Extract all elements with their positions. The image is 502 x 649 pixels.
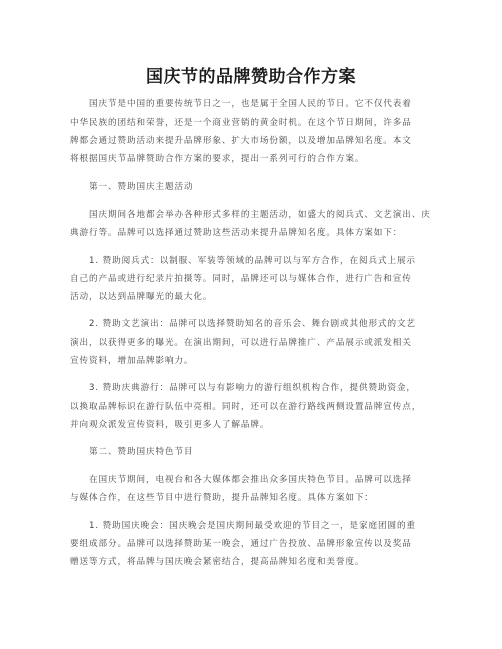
paragraph-line: 宣传资料，增加品牌影响力。 (70, 356, 194, 366)
paragraph-line: 2. 赞助文艺演出：品牌可以选择赞助知名的音乐会、舞台剧或其他形式的文艺 (89, 319, 416, 329)
paragraph-line: 典游行等。品牌可以选择通过赞助这些活动来提升品牌知名度。具体方案如下： (70, 228, 403, 238)
paragraph-line: 自己的产品或进行纪录片拍摄等。同时，品牌还可以与媒体合作，进行广告和宣传 (70, 274, 412, 284)
paragraph-line: 演出，以获得更多的曝光。在演出期间，可以进行品牌推广、产品展示或派发相关 (70, 338, 412, 348)
paragraph-line: 1. 赞助国庆晚会：国庆晚会是国庆期间最受欢迎的节目之一，是家庭团圆的重 (89, 521, 416, 531)
document-title: 国庆节的品牌赞助合作方案 (146, 67, 356, 87)
paragraph-line: 在国庆节期间，电视台和各大媒体都会推出众多国庆特色节目。品牌可以选择 (89, 475, 412, 485)
paragraph-line: 并向观众派发宣传资料，吸引更多人了解品牌。 (70, 420, 270, 430)
paragraph-line: 国庆期间各地都会举办各种形式多样的主题活动，如盛大的阅兵式、文艺演出、庆 (89, 210, 431, 220)
paragraph-line: 1. 赞助阅兵式：以制服、军装等领域的品牌可以与军方合作，在阅兵式上展示 (89, 256, 416, 266)
paragraph-line: 3. 赞助庆典游行：品牌可以与有影响力的游行组织机构合作，提供赞助资金， (89, 383, 416, 393)
paragraph-line: 活动，以达到品牌曝光的最大化。 (70, 292, 213, 302)
paragraph-line: 以换取品牌标识在游行队伍中亮相。同时，还可以在游行路线两侧设置品牌宣传点， (70, 402, 422, 412)
paragraph-line: 要组成部分。品牌可以选择赞助某一晚会，通过广告投放、品牌形象宣传以及奖品 (70, 539, 412, 549)
paragraph-line: 与媒体合作，在这些节目中进行赞助，提升品牌知名度。具体方案如下： (70, 493, 374, 503)
paragraph-line: 赠送等方式，将品牌与国庆晚会紧密结合，提高品牌知名度和美誉度。 (70, 557, 365, 567)
section-heading: 第一、赞助国庆主题活动 (89, 182, 194, 192)
paragraph-line: 中华民族的团结和荣誉，还是一个商业营销的黄金时机。在这个节日期间，许多品 (70, 118, 412, 128)
paragraph-line: 将根据国庆节品牌赞助合作方案的要求，提出一系列可行的合作方案。 (70, 154, 365, 164)
paragraph-line: 国庆节是中国的重要传统节日之一，也是属于全国人民的节日。它不仅代表着 (89, 99, 412, 109)
section-heading: 第二、赞助国庆特色节目 (89, 447, 194, 457)
paragraph-line: 牌都会通过赞助活动来提升品牌形象、扩大市场份额，以及增加品牌知名度。本文 (70, 136, 412, 146)
